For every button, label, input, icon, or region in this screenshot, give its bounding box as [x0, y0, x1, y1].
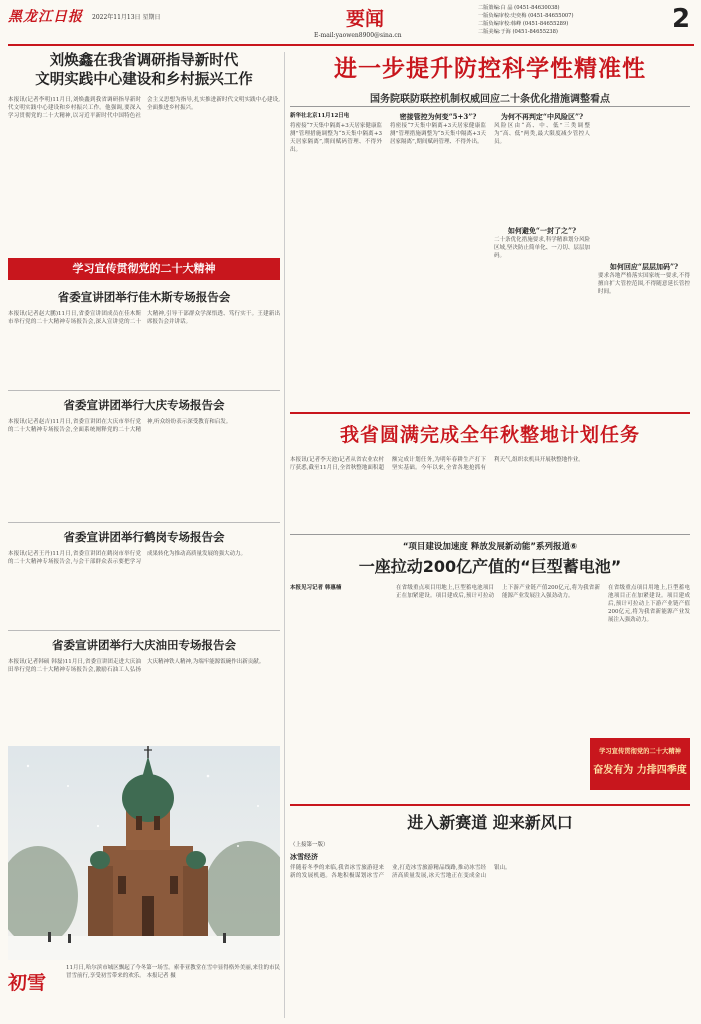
left-top-body-text: 本报讯(记者李明)11月日,刘焕鑫到我省调研指导新时代文明实践中心建设和乡村振兴工作。他强调,要深入学习贯彻党的二十大精神,以习近平新时代中国特色社会主义思想为指导,扎实推进新时代文明实践中心建设,全面推进乡村振兴。	[8, 97, 280, 119]
report-title: 省委宣讲团举行大庆专场报告会	[63, 398, 225, 412]
left-top-title-1: 刘焕鑫在我省调研指导新时代	[49, 53, 239, 69]
battery-title: 一座拉动200亿产值的“巨型蓄电池”	[358, 557, 622, 576]
left-top-article	[8, 52, 280, 252]
snow-photo	[8, 746, 280, 1018]
photo-title: 初雪	[8, 972, 47, 994]
qa-question: 密接管控为何变“5+3”?	[399, 112, 477, 121]
report-body	[8, 658, 280, 736]
main-column-text	[290, 122, 382, 154]
study-band: 学习宣传贯彻党的二十大精神	[8, 258, 280, 280]
section-rule	[290, 412, 690, 414]
main-column	[494, 112, 590, 408]
page-number: 2	[672, 4, 691, 34]
report-article	[8, 288, 280, 386]
autumn-title: 我省圆满完成全年秋整地计划任务	[339, 424, 640, 446]
report-body-text: 本报讯(记者赵大鹏)11月日,省委宣讲团成员在佳木斯市举行党的二十大精神专场报告会,深入宣讲党的二十大精神,引导干部群众学深悟透、笃行实干。王建新出席报告会并讲话。	[8, 311, 280, 325]
battery-byline: 本报见习记者 韩惠楠	[290, 585, 342, 591]
qa-answer: 二十条优化措施要求,科学精准划分风险区域,坚决防止简单化、一刀切、层层加码。	[494, 237, 590, 259]
report-body-text: 本报讯(记者王丹)11月日,省委宣讲团在鹤岗市举行党的二十大精神专场报告会,与会干部群众表示要把学习成果转化为推动高质量发展的强大动力。	[8, 551, 247, 565]
main-article-body	[290, 112, 690, 412]
report-title: 省委宣讲团举行大庆油田专场报告会	[52, 638, 236, 652]
contact-line: 二版美编:于海 (0451-84655238)	[478, 29, 558, 35]
report-body	[8, 310, 280, 382]
contact-line: 二版负编审校:韩峰 (0451-84655289)	[478, 21, 569, 27]
left-top-title-2: 文明实践中心建设和乡村振兴工作	[35, 72, 253, 88]
report-body	[8, 550, 280, 622]
report-title: 省委宣讲团举行佳木斯专场报告会	[57, 290, 231, 304]
main-column	[598, 112, 690, 408]
contact-line: 一版负编审校:史奕梅 (0451-84655007)	[478, 13, 574, 19]
divider	[290, 106, 690, 107]
report-body	[8, 418, 280, 512]
left-top-body	[8, 96, 280, 232]
qa-answer: 风险区由“高、中、低”三类调整为“高、低”两类,最大限度减少管控人员。	[494, 123, 590, 145]
section-rule	[290, 804, 690, 806]
divider	[8, 522, 280, 523]
main-title: 进一步提升防控科学性精准性	[334, 56, 646, 82]
main-byline: 新华社北京11月12日电	[290, 113, 350, 119]
divider	[290, 534, 690, 535]
main-column	[390, 112, 486, 408]
qa-question: 如何回应“层层加码”?	[609, 262, 679, 271]
autumn-body	[290, 456, 690, 530]
divider	[8, 630, 280, 631]
photo-caption	[66, 964, 280, 1008]
report-body-text: 本报讯(记者韩硕 韩磊)11月日,省委宣讲团走进大庆油田举行党的二十大精神专场报告会,激励石油工人弘扬大庆精神铁人精神,为端牢能源饭碗作出新贡献。	[8, 659, 265, 673]
autumn-body-text: 本报讯(记者李天池)记者从省农业农村厅获悉,截至11月日,全省秋整地面积超额完成计划任务,为明年春耕生产打下坚实基础。今年以来,全省各地抢抓有利天气,组织农机具开展秋整地作业。	[290, 457, 584, 471]
report-article	[8, 636, 280, 740]
section-email: E-mail:yaowen8900@sina.cn	[314, 32, 402, 39]
side-band-line1: 学习宣传贯彻党的二十大精神	[599, 748, 681, 755]
cathedral-photo	[8, 746, 280, 960]
battery-series: “项目建设加速度 释放发展新动能”系列报道⑥	[402, 542, 578, 552]
divider	[8, 390, 280, 391]
report-body-text: 本报讯(记者赵吉)11月日,省委宣讲团在大庆市举行党的二十大精神专场报告会,全面系统阐释党的二十大精神,听众纷纷表示深受教育和启发。	[8, 419, 232, 433]
contact-list	[478, 4, 658, 36]
report-article	[8, 528, 280, 626]
main-text: 将密接“7天集中隔离+3天居家健康监测”管理措施调整为“5天集中隔离+3天居家隔离”,期间赋码管理、不得外出。	[290, 123, 382, 153]
winter-sub: 冰雪经济	[290, 852, 318, 861]
report-article	[8, 396, 280, 516]
newspaper-logo: 黑龙江日报	[8, 9, 83, 25]
masthead-rule	[8, 44, 694, 46]
issue-date: 2022年11月13日 星期日	[92, 14, 161, 21]
photo-credit: 本报记者 摄	[146, 973, 176, 979]
masthead	[8, 4, 694, 44]
photo-caption-text: 11月日,哈尔滨市城区飘起了今冬第一场雪。索菲亚教堂在雪中显得格外美丽,来往的市民冒雪前行,享受初雪带来的欢乐。	[66, 965, 280, 979]
main-column	[290, 112, 382, 408]
qa-answer: 要求各地严格落实国家统一要求,不得擅自扩大管控范围,不得随意延长管控时间。	[598, 273, 690, 295]
main-subtitle: 国务院联防联控机制权威回应二十条优化措施调整看点	[370, 94, 610, 105]
side-study-band	[590, 738, 690, 790]
column-divider	[284, 52, 285, 1018]
report-title: 省委宣讲团举行鹤岗专场报告会	[63, 530, 225, 544]
battery-body-text: 在省级重点项目用地上,巨型蓄电池项目正在加紧建设。项目建成后,预计可拉动上下游产业链产值200亿元,将为我省新能源产业发展注入强劲动力。	[608, 585, 690, 623]
qa-question: 为何不再判定“中风险区”?	[500, 112, 584, 121]
battery-body	[290, 584, 600, 800]
qa-answer: 将密接“7天集中隔离+3天居家健康监测”管理措施调整为“5天集中隔离+3天居家隔离”,期间赋码管理、不得外出。	[390, 123, 486, 145]
winter-body	[290, 864, 690, 1018]
winter-title: 进入新赛道 迎来新风口	[407, 813, 573, 832]
qa-question: 如何避免“一封了之”?	[507, 226, 577, 235]
battery-body-text: 在省级重点项目用地上,巨型蓄电池项目正在加紧建设。项目建成后,预计可拉动上下游产业链产值200亿元,将为我省新能源产业发展注入强劲动力。	[396, 585, 600, 599]
side-band-line2: 奋发有为 力排四季度	[593, 765, 687, 776]
battery-body-right	[608, 584, 690, 734]
contact-line: 二版策编:白 晶 (0451-84630038)	[478, 5, 560, 11]
winter-intro: （上接第一版）	[290, 842, 329, 848]
winter-body-text: 伴随着冬季的来临,我省冰雪旅游迎来新的发展机遇。各地积极谋划冰雪产业,打造冰雪旅游精品线路,推动冰雪经济高质量发展,冰天雪地正在变成金山银山。	[290, 865, 511, 879]
section-title: 要闻	[346, 8, 385, 30]
